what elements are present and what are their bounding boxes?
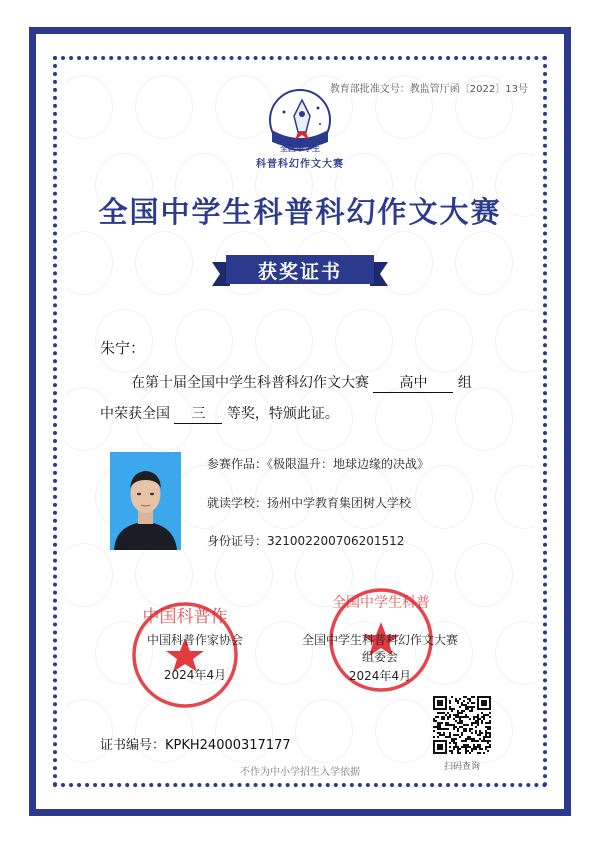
- approval-number: 教育部批准文号：教监管厅函〔2022〕13号: [329, 84, 528, 95]
- school-value: 扬州中学教育集团树人学校: [267, 496, 412, 510]
- school-info: [207, 494, 411, 511]
- org1-date: 2024年4月: [163, 668, 227, 682]
- award-text-suffix2: 等奖，特颁此证。: [226, 406, 339, 422]
- org2-date: 2024年4月: [348, 669, 412, 683]
- watermark-mark: [455, 387, 513, 451]
- svg-text:中国科普作: 中国科普作: [142, 607, 228, 627]
- watermark-mark: [415, 465, 473, 529]
- svg-text:全国中学生科普: 全国中学生科普: [332, 595, 430, 611]
- student-photo: [110, 452, 181, 550]
- award-text-prefix2: 中荣获全国: [100, 406, 170, 422]
- seal-stamp-1: [130, 600, 240, 710]
- watermark-mark: [455, 231, 513, 295]
- watermark-mark: [495, 465, 535, 529]
- id-label: 身份证号：: [207, 534, 268, 548]
- award-text-line1: [131, 372, 472, 393]
- logo-text-line1: 全国中学生: [280, 144, 320, 153]
- certificate-number: 证书编号：KPKH24000317177: [100, 738, 291, 753]
- award-group: 高中: [373, 372, 453, 393]
- disclaimer: 不作为中小学招生入学依据: [240, 767, 360, 778]
- watermark-mark: [455, 543, 513, 607]
- watermark-mark: [65, 75, 113, 139]
- work-info: [207, 455, 429, 472]
- qr-code-icon[interactable]: [433, 696, 491, 754]
- watermark-mark: [375, 699, 433, 763]
- watermark-mark: [415, 309, 473, 373]
- watermark-mark: [135, 543, 193, 607]
- award-text-line2: [100, 403, 339, 424]
- watermark-mark: [495, 309, 535, 373]
- watermark-mark: [375, 387, 433, 451]
- watermark-mark: [335, 309, 393, 373]
- watermark-mark: [495, 621, 535, 685]
- org1-name: 中国科普作家协会: [146, 633, 243, 647]
- school-label: 就读学校：: [207, 496, 268, 510]
- watermark-mark: [65, 543, 113, 607]
- banner-title: 获奖证书: [257, 261, 342, 283]
- award-level: 三: [174, 403, 222, 424]
- id-info: [207, 532, 404, 549]
- recipient-name: 朱宁：: [100, 339, 146, 357]
- watermark-mark: [135, 75, 193, 139]
- watermark-mark: [255, 309, 313, 373]
- watermark-mark: [135, 231, 193, 295]
- watermark-mark: [65, 231, 113, 295]
- certificate-title: 全国中学生科普科幻作文大赛: [98, 195, 502, 229]
- qr-label: 扫码查询: [443, 762, 480, 772]
- watermark-mark: [295, 699, 353, 763]
- org2-name-line2: 组委会: [361, 650, 398, 664]
- award-text-suffix: 组: [457, 375, 472, 391]
- watermark-mark: [175, 309, 233, 373]
- work-value: 《极限温升：地球边缘的决战》: [267, 457, 430, 471]
- org2-name-line1: 全国中学生科普科幻作文大赛: [301, 633, 458, 647]
- award-text-prefix: 在第十届全国中学生科普科幻作文大赛: [131, 375, 369, 391]
- id-value: 321002200706201512: [267, 534, 405, 548]
- watermark-mark: [65, 699, 113, 763]
- work-label: 参赛作品：: [207, 457, 268, 471]
- watermark-mark: [215, 543, 273, 607]
- logo-text-line2: 科普科幻作文大赛: [256, 159, 344, 170]
